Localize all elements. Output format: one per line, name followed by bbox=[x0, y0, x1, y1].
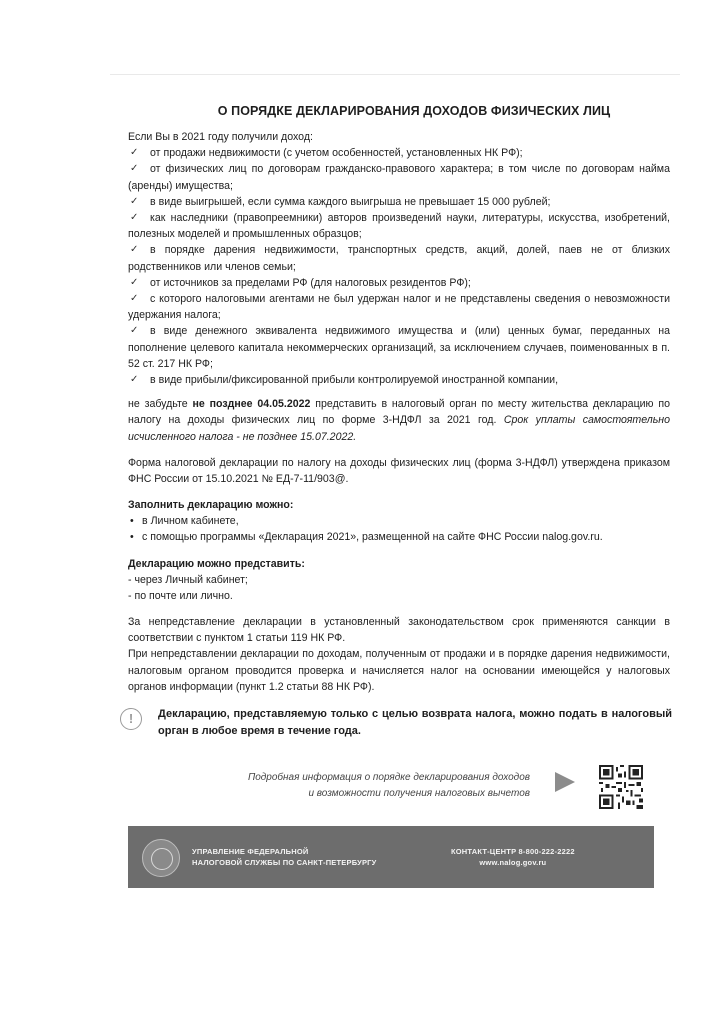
checkmark-icon: ✓ bbox=[130, 293, 139, 305]
checkmark-icon: ✓ bbox=[130, 195, 139, 207]
warning-text: Декларацию, представляемую только с целью возврата налога, можно подать в налоговый орган в любое время в течение года. bbox=[158, 708, 672, 738]
checkmark-icon: ✓ bbox=[130, 147, 139, 159]
arrow-right-icon bbox=[555, 772, 575, 792]
website-link[interactable]: www.nalog.gov.ru bbox=[479, 858, 547, 867]
intro-text: Если Вы в 2021 году получили доход: bbox=[128, 131, 313, 143]
deadline-paragraph bbox=[128, 396, 670, 445]
payment-deadline: Срок уплаты самостоятельно исчисленного налога - не позднее 15.07.2022. bbox=[128, 414, 671, 443]
inspection-text: При непредставлении декларации по доходам, полученным от продажи и в порядке дарения недвижимости, налоговым органом проводится проверка и начисляется налог на основании имеющейся у налоговых органов информации (пункт 1.2 статьи 88 НК РФ). bbox=[128, 648, 670, 693]
income-item: ✓ от источников за пределами РФ (для налоговых резидентов РФ); bbox=[128, 275, 670, 291]
income-item: ✓ от продажи недвижимости (с учетом особенностей, установленных НК РФ); bbox=[128, 145, 670, 161]
top-divider bbox=[110, 74, 680, 75]
qr-code-icon[interactable] bbox=[599, 765, 643, 809]
income-item: ✓ в виде выигрышей, если сумма каждого выигрыша не превышает 15 000 рублей; bbox=[128, 194, 670, 210]
warning-block bbox=[128, 706, 670, 740]
fill-item: • с помощью программы «Декларация 2021», размещенной на сайте ФНС России nalog.gov.ru. bbox=[128, 529, 670, 545]
fill-item: • в Личном кабинете, bbox=[128, 513, 670, 529]
info-note: Подробная информация о порядке декларирования доходов и возможности получения налоговых вычетов bbox=[247, 772, 530, 799]
income-item: ✓ с которого налоговыми агентами не был удержан налог и не представлены сведения о невозможности удержания налога; bbox=[128, 293, 670, 322]
deadline-date: не позднее 04.05.2022 bbox=[192, 398, 311, 411]
checkmark-icon: ✓ bbox=[130, 163, 139, 175]
fns-emblem-icon bbox=[142, 839, 180, 877]
submit-item: - по почте или лично. bbox=[128, 589, 233, 602]
deadline-text-1: не забудьте bbox=[128, 398, 193, 411]
checkmark-icon: ✓ bbox=[130, 244, 139, 256]
checkmark-icon: ✓ bbox=[130, 276, 139, 288]
document-body bbox=[128, 104, 670, 740]
income-item: ✓ от физических лиц по договорам гражданско-правового характера; в том числе по договорам найма (аренды) имущества; bbox=[128, 163, 670, 192]
income-list bbox=[128, 145, 670, 388]
org-name: УПРАВЛЕНИЕ ФЕДЕРАЛЬНОЙ НАЛОГОВОЙ СЛУЖБЫ ПО САНКТ-ПЕТЕРБУРГУ bbox=[192, 847, 377, 867]
bullet-icon: • bbox=[130, 515, 134, 528]
deadline-text-2: представить в налоговый орган по месту жительства декларацию по налогу на доходы физических лиц по форме 3-НДФЛ за 2021 год. bbox=[128, 398, 670, 427]
checkmark-icon: ✓ bbox=[130, 374, 139, 386]
sanctions-text: За непредставление декларации в установленный законодательством срок применяются санкции в соответствии с пунктом 1 статьи 119 НК РФ. bbox=[128, 616, 670, 645]
contact-phone: КОНТАКТ-ЦЕНТР 8-800-222-2222 bbox=[451, 847, 575, 856]
income-item: ✓ в порядке дарения недвижимости, транспортных средств, акций, долей, паев не от близких родственников или членов семьи; bbox=[128, 244, 670, 273]
submit-heading: Декларацию можно представить: bbox=[128, 557, 305, 570]
income-item: ✓ в виде денежного эквивалента недвижимого имущества и (или) ценных бумаг, переданных на пополнение целевого капитала некоммерческих организаций, за исключением случаев, поименованных в п. 52 ст. 217 НК РФ; bbox=[128, 325, 670, 370]
exclamation-icon: ! bbox=[120, 708, 142, 730]
income-item: ✓ как наследники (правопреемники) авторов произведений науки, литературы, искусства, изобретений, полезных моделей и промышленных образцов; bbox=[128, 212, 670, 241]
form-approval-text: Форма налоговой декларации по налогу на доходы физических лиц (форма 3-НДФЛ) утверждена приказом ФНС России от 15.10.2021 № ЕД-7-11/903@. bbox=[128, 456, 670, 486]
fill-heading: Заполнить декларацию можно: bbox=[128, 499, 294, 512]
income-item: ✓ в виде прибыли/фиксированной прибыли контролируемой иностранной компании, bbox=[128, 372, 670, 388]
footer-banner bbox=[128, 826, 654, 888]
submit-item: - через Личный кабинет; bbox=[128, 573, 248, 586]
checkmark-icon: ✓ bbox=[130, 212, 139, 224]
checkmark-icon: ✓ bbox=[130, 325, 139, 337]
contact-info bbox=[451, 846, 575, 868]
bullet-icon: • bbox=[130, 531, 134, 544]
page-title: О ПОРЯДКЕ ДЕКЛАРИРОВАНИЯ ДОХОДОВ ФИЗИЧЕСКИХ ЛИЦ bbox=[217, 104, 611, 118]
